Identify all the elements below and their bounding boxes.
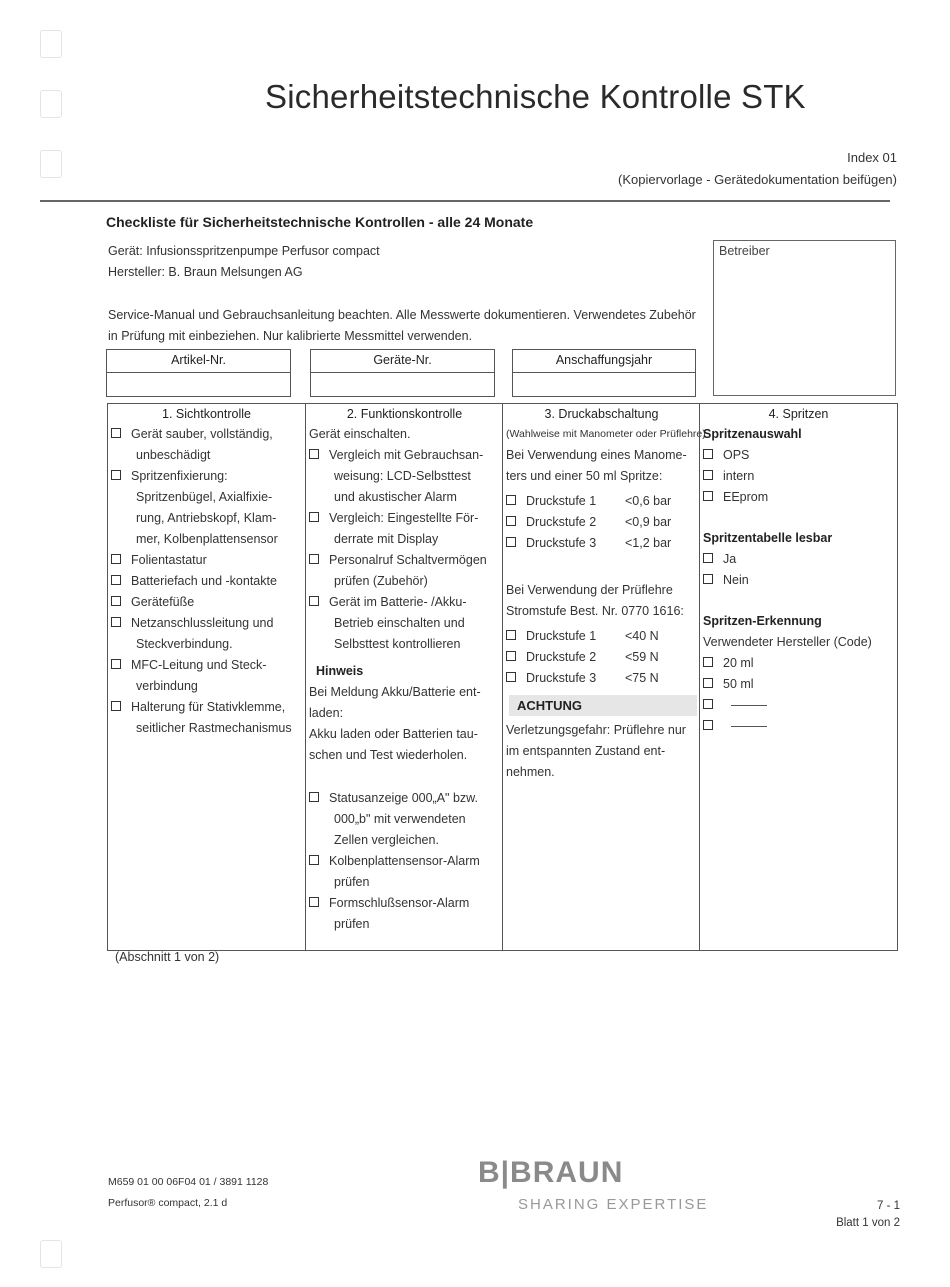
checkbox[interactable] bbox=[309, 792, 319, 802]
checkbox[interactable] bbox=[111, 596, 121, 606]
checklist-line bbox=[108, 487, 305, 508]
line-text: Halterung für Stativklemme, bbox=[131, 700, 286, 714]
page-number bbox=[836, 1198, 900, 1232]
device-line: Gerät: Infusionsspritzenpumpe Perfusor compact bbox=[108, 244, 380, 258]
hint-heading: Hinweis bbox=[316, 664, 364, 678]
line-text: Folientastatur bbox=[131, 553, 207, 567]
pressure-limit: <1,2 bar bbox=[625, 536, 672, 550]
line-text: Betrieb einschalten und bbox=[334, 616, 465, 630]
line-text: Kolbenplattensensor-Alarm bbox=[329, 854, 480, 868]
line-text: Formschlußsensor-Alarm bbox=[329, 896, 470, 910]
checklist-line bbox=[108, 529, 305, 550]
checkbox[interactable] bbox=[703, 449, 713, 459]
option-label: 50 ml bbox=[723, 677, 754, 691]
checklist-line bbox=[108, 613, 305, 634]
binder-hole bbox=[40, 90, 62, 118]
footer-left bbox=[108, 1172, 268, 1214]
manometer-line: ters und einer 50 ml Spritze: bbox=[506, 469, 663, 483]
checklist-line bbox=[108, 697, 305, 718]
manufacturer-line: Hersteller: B. Braun Melsungen AG bbox=[108, 265, 303, 279]
doc-number: M659 01 00 06F04 01 / 3891 1128 bbox=[108, 1176, 269, 1188]
option-item bbox=[700, 674, 897, 695]
line-text: Steckverbindung. bbox=[136, 637, 233, 651]
operator-box[interactable] bbox=[713, 240, 896, 396]
checklist-line bbox=[306, 592, 503, 613]
line-text: derrate mit Display bbox=[334, 532, 439, 546]
purchase-year-field[interactable] bbox=[512, 349, 696, 397]
checklist-line bbox=[306, 445, 503, 466]
checklist-line bbox=[108, 550, 305, 571]
checklist-line bbox=[306, 872, 503, 893]
line-text: Gerät sauber, vollständig, bbox=[131, 427, 273, 441]
checkbox[interactable] bbox=[703, 553, 713, 563]
pressure-row bbox=[503, 626, 700, 647]
pressure-level: Druckstufe 1 bbox=[526, 494, 597, 508]
syringe-table-list bbox=[700, 549, 897, 591]
checklist-table bbox=[107, 403, 898, 951]
warning-line: im entspannten Zustand ent- bbox=[506, 744, 666, 758]
warning-line: Verletzungsgefahr: Prüflehre nur bbox=[506, 723, 686, 737]
line-text: prüfen bbox=[334, 917, 370, 931]
checklist-line bbox=[306, 914, 503, 935]
line-text: unbeschädigt bbox=[136, 448, 211, 462]
line-text: seitlicher Rastmechanismus bbox=[136, 721, 292, 735]
checkbox[interactable] bbox=[111, 554, 121, 564]
checkbox[interactable] bbox=[703, 657, 713, 667]
function-check-list-2 bbox=[306, 788, 503, 935]
checklist-line bbox=[108, 655, 305, 676]
product-line: Perfusor® compact, 2.1 d bbox=[108, 1197, 228, 1209]
pressure-level: Druckstufe 3 bbox=[526, 536, 597, 550]
pressure-row bbox=[503, 512, 700, 533]
syringe-selection-list bbox=[700, 445, 897, 508]
article-number-label: Artikel-Nr. bbox=[107, 350, 290, 373]
checkbox[interactable] bbox=[703, 470, 713, 480]
checklist-line bbox=[306, 508, 503, 529]
page-title: Sicherheitstechnische Kontrolle STK bbox=[265, 78, 806, 115]
option-item bbox=[700, 466, 897, 487]
checklist-line bbox=[306, 613, 503, 634]
checkbox[interactable] bbox=[309, 855, 319, 865]
option-item bbox=[700, 445, 897, 466]
checkbox[interactable] bbox=[309, 449, 319, 459]
article-number-field[interactable] bbox=[106, 349, 291, 397]
pressure-level: Druckstufe 1 bbox=[526, 629, 597, 643]
checkbox[interactable] bbox=[703, 678, 713, 688]
line-text: Gerätefüße bbox=[131, 595, 195, 609]
blank-entry bbox=[700, 695, 897, 716]
option-item bbox=[700, 570, 897, 591]
device-number-label: Geräte-Nr. bbox=[311, 350, 494, 373]
line-text: mer, Kolbenplattensensor bbox=[136, 532, 278, 546]
copy-note: (Kopiervorlage - Gerätedokumentation beifügen) bbox=[618, 172, 897, 187]
pressure-row bbox=[503, 491, 700, 512]
checkbox[interactable] bbox=[703, 720, 713, 730]
header-rule bbox=[40, 200, 890, 202]
checkbox[interactable] bbox=[309, 596, 319, 606]
syringe-detection-list bbox=[700, 653, 897, 695]
checklist-line bbox=[108, 676, 305, 697]
checkbox[interactable] bbox=[309, 512, 319, 522]
checklist-line bbox=[306, 529, 503, 550]
line-text: Netzanschlussleitung und bbox=[131, 616, 274, 630]
line-text: Vergleich: Eingestellte För- bbox=[329, 511, 479, 525]
warning-line: nehmen. bbox=[506, 765, 555, 779]
syringe-table-head: Spritzentabelle lesbar bbox=[703, 531, 833, 545]
checkbox[interactable] bbox=[703, 491, 713, 501]
device-number-field[interactable] bbox=[310, 349, 495, 397]
line-text: rung, Antriebskopf, Klam- bbox=[136, 511, 277, 525]
binder-hole bbox=[40, 1240, 62, 1268]
syringe-detection-sub: Verwendeter Hersteller (Code) bbox=[703, 635, 872, 649]
pressure-limit: <0,9 bar bbox=[625, 515, 672, 529]
checkbox[interactable] bbox=[309, 897, 319, 907]
col-function-check-head: 2. Funktionskontrolle bbox=[346, 407, 463, 421]
manometer-line: Bei Verwendung eines Manome- bbox=[506, 448, 687, 462]
checklist-line bbox=[306, 788, 503, 809]
col-visual-check-head: 1. Sichtkontrolle bbox=[162, 407, 251, 421]
line-text: Gerät im Batterie- /Akku- bbox=[329, 595, 467, 609]
checklist-line bbox=[108, 445, 305, 466]
pressure-level: Druckstufe 3 bbox=[526, 671, 597, 685]
line-text: Personalruf Schaltvermögen bbox=[329, 553, 487, 567]
checklist-heading: Checkliste für Sicherheitstechnische Kontrollen - alle 24 Monate bbox=[106, 214, 534, 230]
checkbox[interactable] bbox=[703, 574, 713, 584]
gauge-rows bbox=[503, 626, 700, 689]
col-pressure-cutoff-head: 3. Druckabschaltung bbox=[544, 407, 659, 421]
line-text: Batteriefach und -kontakte bbox=[131, 574, 277, 588]
option-item bbox=[700, 549, 897, 570]
manometer-rows bbox=[503, 491, 700, 554]
option-label: EEprom bbox=[723, 490, 769, 504]
hint-line: laden: bbox=[309, 706, 344, 720]
line-text: Selbsttest kontrollieren bbox=[334, 637, 461, 651]
checklist-line bbox=[306, 830, 503, 851]
pressure-limit: <40 N bbox=[625, 629, 659, 643]
blank-entry bbox=[700, 716, 897, 737]
checkbox[interactable] bbox=[111, 701, 121, 711]
line-text: prüfen bbox=[334, 875, 370, 889]
pressure-row bbox=[503, 668, 700, 689]
col-visual-check bbox=[108, 404, 305, 950]
checklist-line bbox=[306, 851, 503, 872]
checkbox[interactable] bbox=[506, 651, 516, 661]
option-label: Nein bbox=[723, 573, 749, 587]
checkbox[interactable] bbox=[111, 617, 121, 627]
checkbox[interactable] bbox=[506, 630, 516, 640]
gauge-line: Bei Verwendung der Prüflehre bbox=[506, 583, 673, 597]
line-text: Spritzenfixierung: bbox=[131, 469, 228, 483]
checklist-line bbox=[306, 809, 503, 830]
checkbox[interactable] bbox=[506, 672, 516, 682]
syringe-selection-head: Spritzenauswahl bbox=[703, 427, 802, 441]
slogan: SHARING EXPERTISE bbox=[518, 1196, 709, 1213]
option-label: 20 ml bbox=[723, 656, 754, 670]
device-info bbox=[108, 241, 380, 283]
line-text: Zellen vergleichen. bbox=[334, 833, 439, 847]
pressure-row bbox=[503, 533, 700, 554]
checklist-line bbox=[108, 592, 305, 613]
function-intro: Gerät einschalten. bbox=[309, 427, 411, 441]
col-function-check bbox=[305, 404, 503, 950]
line-text: prüfen (Zubehör) bbox=[334, 574, 428, 588]
checklist-line bbox=[108, 424, 305, 445]
pressure-level: Druckstufe 2 bbox=[526, 515, 597, 529]
hint-line: Bei Meldung Akku/Batterie ent- bbox=[309, 685, 481, 699]
option-item bbox=[700, 487, 897, 508]
option-label: intern bbox=[723, 469, 755, 483]
sheet-info: Blatt 1 von 2 bbox=[836, 1217, 900, 1229]
checkbox[interactable] bbox=[506, 516, 516, 526]
col-pressure-cutoff bbox=[502, 404, 706, 950]
checkbox[interactable] bbox=[111, 428, 121, 438]
col-syringes-head: 4. Spritzen bbox=[768, 407, 829, 421]
gauge-line: Stromstufe Best. Nr. 0770 1616: bbox=[506, 604, 684, 618]
visual-check-list bbox=[108, 424, 305, 739]
pressure-limit: <75 N bbox=[625, 671, 659, 685]
checklist-line bbox=[306, 893, 503, 914]
syringe-detection-head: Spritzen-Erkennung bbox=[703, 614, 822, 628]
checkbox[interactable] bbox=[111, 575, 121, 585]
binder-hole bbox=[40, 150, 62, 178]
checkbox[interactable] bbox=[111, 659, 121, 669]
service-note: Service-Manual und Gebrauchsanleitung beachten. Alle Messwerte dokumentieren. Verwendetes Zubehör in Prüfung mit einbeziehen. Nur kalibrierte Messmittel verwenden. bbox=[108, 308, 696, 343]
checkbox[interactable] bbox=[111, 470, 121, 480]
checklist-line bbox=[108, 571, 305, 592]
checkbox[interactable] bbox=[309, 554, 319, 564]
checklist-line bbox=[306, 634, 503, 655]
checklist-line bbox=[306, 571, 503, 592]
line-text: Spritzenbügel, Axialfixie- bbox=[136, 490, 273, 504]
index-label: Index 01 bbox=[847, 150, 897, 165]
section-note: (Abschnitt 1 von 2) bbox=[115, 950, 220, 964]
checklist-line bbox=[108, 718, 305, 739]
bbraun-logo: B|BRAUN bbox=[478, 1156, 624, 1189]
col-syringes bbox=[699, 404, 897, 950]
warning-badge: ACHTUNG bbox=[509, 695, 697, 716]
line-text: weisung: LCD-Selbsttest bbox=[334, 469, 471, 483]
pressure-limit: <59 N bbox=[625, 650, 659, 664]
function-check-list bbox=[306, 445, 503, 655]
option-label: OPS bbox=[723, 448, 750, 462]
line-text: MFC-Leitung und Steck- bbox=[131, 658, 267, 672]
line-text: Vergleich mit Gebrauchsan- bbox=[329, 448, 484, 462]
checklist-line bbox=[108, 466, 305, 487]
index-block bbox=[618, 147, 897, 191]
line-text: 000„b" mit verwendeten bbox=[334, 812, 466, 826]
checklist-line bbox=[306, 487, 503, 508]
line-text: Statusanzeige 000„A" bzw. bbox=[329, 791, 478, 805]
line-text: verbindung bbox=[136, 679, 198, 693]
binder-hole bbox=[40, 30, 62, 58]
checklist-line bbox=[108, 634, 305, 655]
hint-line: Akku laden oder Batterien tau- bbox=[309, 727, 478, 741]
option-item bbox=[700, 653, 897, 674]
checklist-line bbox=[108, 508, 305, 529]
checklist-line bbox=[306, 550, 503, 571]
checklist-line bbox=[306, 466, 503, 487]
checkbox[interactable] bbox=[506, 495, 516, 505]
line-text: und akustischer Alarm bbox=[334, 490, 457, 504]
page-ref: 7 - 1 bbox=[876, 1200, 900, 1212]
pressure-row bbox=[503, 647, 700, 668]
hint-line: schen und Test wiederholen. bbox=[309, 748, 468, 762]
checkbox[interactable] bbox=[506, 537, 516, 547]
pressure-limit: <0,6 bar bbox=[625, 494, 672, 508]
optional-note: (Wahlweise mit Manometer oder Prüflehre) bbox=[506, 428, 706, 440]
checkbox[interactable] bbox=[703, 699, 713, 709]
option-label: Ja bbox=[723, 552, 737, 566]
purchase-year-label: Anschaffungsjahr bbox=[513, 350, 695, 373]
operator-label: Betreiber bbox=[719, 244, 770, 258]
pressure-level: Druckstufe 2 bbox=[526, 650, 597, 664]
